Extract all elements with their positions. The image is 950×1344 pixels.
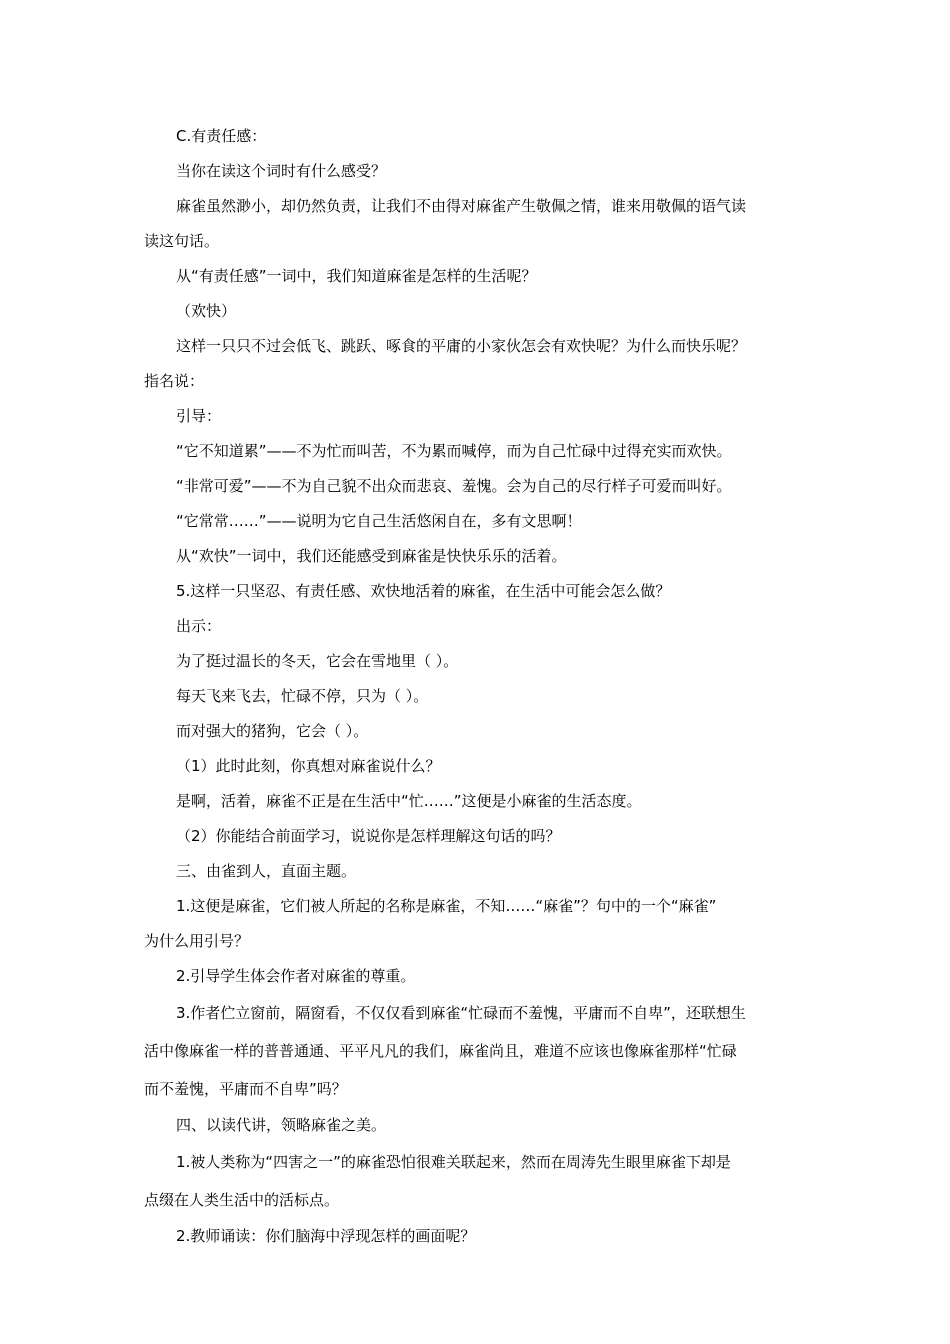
paragraph-line: （欢快） <box>176 302 237 320</box>
paragraph-line: 引导： <box>176 407 222 425</box>
paragraph-line: 出示： <box>176 617 222 635</box>
section-heading: 四、以读代讲，领略麻雀之美。 <box>176 1116 387 1134</box>
paragraph-line: C.有责任感： <box>176 127 267 145</box>
paragraph-line: 为什么用引号？ <box>144 932 250 950</box>
paragraph-line: 点缀在人类生活中的活标点。 <box>144 1191 340 1209</box>
paragraph-line: 当你在读这个词时有什么感受？ <box>176 162 387 180</box>
paragraph-line: “它常常……”——说明为它自己生活悠闲自在，多有文思啊！ <box>176 512 582 530</box>
paragraph-line: 而对强大的猪狗，它会（ ）。 <box>176 722 369 740</box>
paragraph-line: 活中像麻雀一样的普普通通、平平凡凡的我们，麻雀尚且，难道不应该也像麻雀那样“忙碌 <box>144 1042 737 1060</box>
paragraph-line: 5.这样一只坚忍、有责任感、欢快地活着的麻雀，在生活中可能会怎么做？ <box>176 582 671 600</box>
paragraph-line: 1.被人类称为“四害之一”的麻雀恐怕很难关联起来，然而在周涛先生眼里麻雀下却是 <box>176 1153 731 1171</box>
document-body <box>144 119 808 1254</box>
paragraph-line: “非常可爱”——不为自己貌不出众而悲哀、羞愧。会为自己的尽行样子可爱而叫好。 <box>176 477 732 495</box>
paragraph-line: 而不羞愧，平庸而不自卑”吗？ <box>144 1080 347 1098</box>
paragraph-line: 是啊，活着，麻雀不正是在生活中“忙……”这便是小麻雀的生活态度。 <box>176 792 642 810</box>
paragraph-line: 2.引导学生体会作者对麻雀的尊重。 <box>176 967 416 985</box>
paragraph-line: 这样一只只不过会低飞、跳跃、啄食的平庸的小家伙怎会有欢快呢？为什么而快乐呢？ <box>176 337 747 355</box>
paragraph-line: 为了挺过温长的冬天，它会在雪地里（ ）。 <box>176 652 459 670</box>
section-heading: 三、由雀到人，直面主题。 <box>176 862 357 880</box>
paragraph-line: 麻雀虽然渺小，却仍然负责，让我们不由得对麻雀产生敬佩之情，谁来用敬佩的语气读 <box>176 197 747 215</box>
paragraph-line: 指名说： <box>144 372 205 390</box>
paragraph-line: （2）你能结合前面学习，说说你是怎样理解这句话的吗？ <box>176 827 561 845</box>
paragraph-line: 从“有责任感”一词中，我们知道麻雀是怎样的生活呢？ <box>176 267 537 285</box>
paragraph-line: 1.这便是麻雀，它们被人所起的名称是麻雀，不知……“麻雀”？句中的一个“麻雀” <box>176 897 717 915</box>
paragraph-line: 读这句话。 <box>144 232 220 250</box>
paragraph-line: 2.教师诵读：你们脑海中浮现怎样的画面呢？ <box>176 1227 476 1245</box>
paragraph-line: “它不知道累”——不为忙而叫苦，不为累而喊停，而为自己忙碌中过得充实而欢快。 <box>176 442 732 460</box>
paragraph-line: 每天飞来飞去，忙碌不停，只为（ ）。 <box>176 687 429 705</box>
paragraph-line: 3.作者伫立窗前，隔窗看，不仅仅看到麻雀“忙碌而不羞愧，平庸而不自卑”，还联想生 <box>176 1004 746 1022</box>
paragraph-line: 从“欢快”一词中，我们还能感受到麻雀是快快乐乐的活着。 <box>176 547 567 565</box>
paragraph-line: （1）此时此刻，你真想对麻雀说什么？ <box>176 757 441 775</box>
